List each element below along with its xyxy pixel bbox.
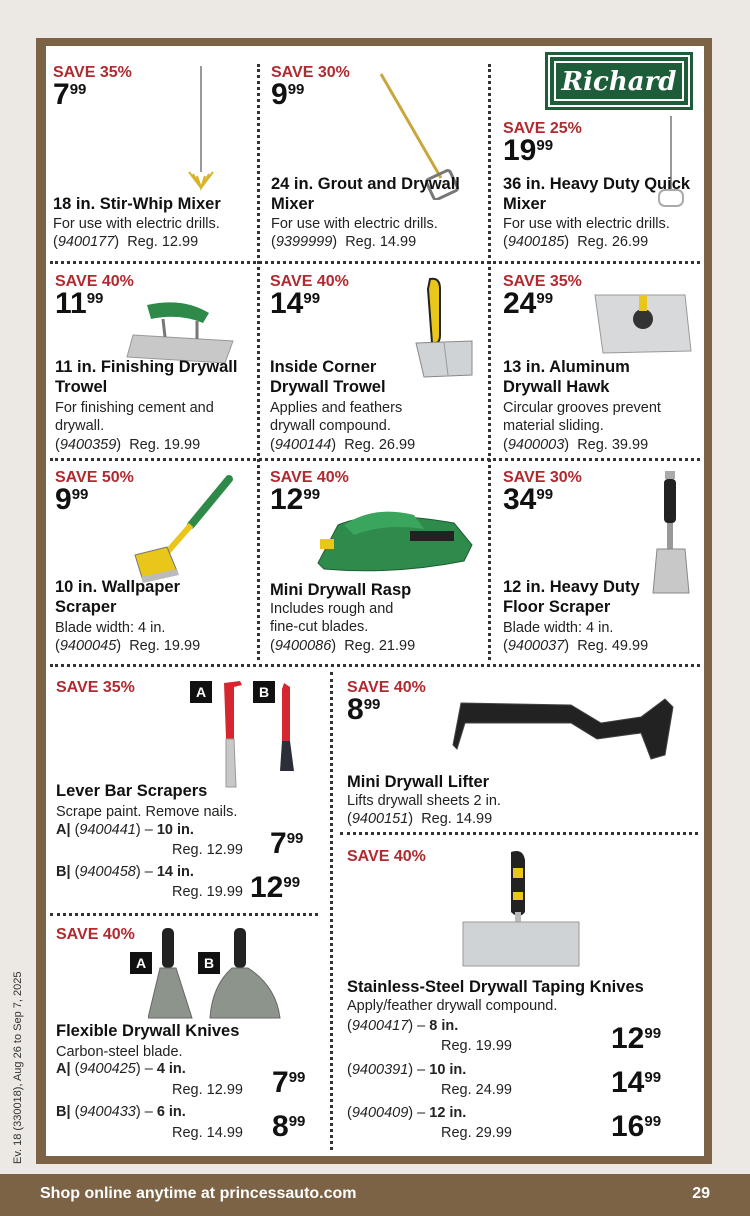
product-title: 18 in. Stir-Whip Mixer bbox=[53, 195, 221, 213]
option-a-reg: Reg. 12.99 bbox=[172, 1082, 243, 1098]
flexible-knives-image bbox=[148, 926, 288, 1022]
option-a-line: A| (9400425) – 4 in. bbox=[56, 1061, 186, 1077]
product-desc: For use with electric drills. bbox=[271, 216, 438, 232]
product-quick-mixer[interactable] bbox=[503, 120, 703, 259]
product-inside-corner-trowel[interactable] bbox=[270, 273, 484, 456]
product-desc: Blade width: 4 in. bbox=[55, 620, 166, 636]
product-stir-whip-mixer[interactable] bbox=[53, 64, 253, 259]
product-code-reg: (9400086) Reg. 21.99 bbox=[270, 638, 416, 654]
option-reg: Reg. 24.99 bbox=[441, 1082, 512, 1098]
product-title: Stainless-Steel Drywall Taping Knives bbox=[347, 978, 644, 996]
save-label: SAVE 40% bbox=[347, 848, 426, 865]
page-number: 29 bbox=[692, 1185, 710, 1202]
option-a-price: $7^{99}$ bbox=[270, 827, 304, 860]
option-line: (9400391) – 10 in. bbox=[347, 1062, 467, 1078]
product-desc: Applies and feathers drywall compound. bbox=[270, 400, 403, 434]
option-price: $12^{99}$ bbox=[611, 1022, 662, 1055]
product-floor-scraper[interactable] bbox=[503, 469, 703, 659]
product-taping-knives[interactable] bbox=[347, 848, 699, 1148]
option-reg: Reg. 29.99 bbox=[441, 1125, 512, 1141]
option-b-badge: B bbox=[198, 952, 220, 974]
sale-price: $9^{99}$ bbox=[271, 78, 305, 111]
save-label: SAVE 40% bbox=[270, 273, 349, 290]
sale-price: $34^{99}$ bbox=[503, 483, 554, 516]
drywall-hawk-image bbox=[591, 289, 695, 359]
save-label: SAVE 40% bbox=[56, 926, 135, 943]
save-label: SAVE 50% bbox=[55, 469, 134, 486]
product-mini-rasp[interactable] bbox=[270, 469, 484, 659]
option-a-reg: Reg. 12.99 bbox=[172, 842, 243, 858]
product-desc: Blade width: 4 in. bbox=[503, 620, 614, 636]
save-label: SAVE 40% bbox=[347, 679, 426, 696]
event-note: Ev. 18 (330018), Aug 26 to Sep 7, 2025 bbox=[12, 971, 24, 1164]
shop-online-link[interactable]: Shop online anytime at princessauto.com bbox=[40, 1185, 357, 1202]
divider bbox=[50, 458, 700, 461]
product-desc: Circular grooves prevent material sliding. bbox=[503, 400, 661, 434]
drywall-lifter-image bbox=[451, 695, 681, 765]
product-flexible-knives[interactable] bbox=[56, 926, 318, 1152]
product-code-reg: (9400037) Reg. 49.99 bbox=[503, 638, 649, 654]
option-price: $14^{99}$ bbox=[611, 1066, 662, 1099]
product-code-reg: (9399999) Reg. 14.99 bbox=[271, 234, 417, 250]
product-desc: For use with electric drills. bbox=[503, 216, 670, 232]
option-reg: Reg. 19.99 bbox=[441, 1038, 512, 1054]
sale-price: $12^{99}$ bbox=[270, 483, 321, 516]
product-desc: Carbon-steel blade. bbox=[56, 1044, 183, 1060]
product-code-reg: (9400045) Reg. 19.99 bbox=[55, 638, 201, 654]
product-wallpaper-scraper[interactable] bbox=[55, 469, 255, 659]
sale-price: $8^{99}$ bbox=[347, 693, 381, 726]
product-desc: For use with electric drills. bbox=[53, 216, 220, 232]
product-title: Mini Drywall Lifter bbox=[347, 773, 490, 791]
wallpaper-scraper-image bbox=[127, 473, 237, 585]
option-a-badge: A bbox=[190, 681, 212, 703]
option-b-line: B| (9400433) – 6 in. bbox=[56, 1104, 186, 1120]
product-desc: Lifts drywall sheets 2 in. bbox=[347, 793, 501, 809]
product-title: 12 in. Heavy Duty Floor Scraper bbox=[503, 578, 640, 616]
product-grout-mixer[interactable] bbox=[271, 64, 485, 259]
product-title: Mini Drywall Rasp bbox=[270, 581, 412, 599]
product-drywall-hawk[interactable] bbox=[503, 273, 703, 456]
trowel-image bbox=[123, 295, 243, 365]
product-title: 11 in. Finishing Drywall Trowel bbox=[55, 358, 238, 396]
save-label: SAVE 30% bbox=[271, 64, 350, 81]
product-code-reg: (9400003) Reg. 39.99 bbox=[503, 437, 649, 453]
save-label: SAVE 25% bbox=[503, 120, 582, 137]
save-label: SAVE 40% bbox=[55, 273, 134, 290]
rasp-image bbox=[314, 505, 474, 575]
product-title: 13 in. Aluminum Drywall Hawk bbox=[503, 358, 630, 396]
option-line: (9400409) – 12 in. bbox=[347, 1105, 467, 1121]
divider bbox=[330, 672, 333, 1150]
divider bbox=[50, 913, 318, 916]
product-title: 36 in. Heavy Duty Quick Mixer bbox=[503, 175, 691, 213]
sale-price: $11^{99}$ bbox=[55, 287, 104, 320]
option-b-reg: Reg. 19.99 bbox=[172, 884, 243, 900]
product-title: Lever Bar Scrapers bbox=[56, 782, 208, 800]
product-lever-bar-scrapers[interactable] bbox=[56, 679, 316, 907]
save-label: SAVE 35% bbox=[503, 273, 582, 290]
taping-knife-image bbox=[461, 848, 581, 970]
sale-price: $19^{99}$ bbox=[503, 134, 554, 167]
option-b-badge: B bbox=[253, 681, 275, 703]
product-desc: Scrape paint. Remove nails. bbox=[56, 804, 238, 820]
save-label: SAVE 35% bbox=[53, 64, 132, 81]
option-a-price: $7^{99}$ bbox=[272, 1066, 306, 1099]
footer-bar bbox=[0, 1174, 750, 1216]
product-code-reg: (9400177) Reg. 12.99 bbox=[53, 234, 199, 250]
divider bbox=[257, 64, 260, 660]
product-drywall-lifter[interactable] bbox=[347, 679, 697, 827]
lever-scrapers-image bbox=[218, 679, 298, 791]
product-code-reg: (9400144) Reg. 26.99 bbox=[270, 437, 416, 453]
product-desc: For finishing cement and drywall. bbox=[55, 400, 214, 434]
sale-price: $7^{99}$ bbox=[53, 78, 87, 111]
product-title: Flexible Drywall Knives bbox=[56, 1022, 240, 1040]
product-desc: Includes rough and fine-cut blades. bbox=[270, 601, 394, 635]
option-line: (9400417) – 8 in. bbox=[347, 1018, 459, 1034]
product-code-reg: (9400151) Reg. 14.99 bbox=[347, 811, 493, 827]
sale-price: $24^{99}$ bbox=[503, 287, 554, 320]
sale-price: $14^{99}$ bbox=[270, 287, 321, 320]
divider bbox=[50, 261, 700, 264]
option-b-price: $8^{99}$ bbox=[272, 1110, 306, 1143]
product-code-reg: (9400359) Reg. 19.99 bbox=[55, 437, 201, 453]
save-label: SAVE 40% bbox=[270, 469, 349, 486]
option-a-badge: A bbox=[130, 952, 152, 974]
product-finishing-trowel[interactable] bbox=[55, 273, 255, 456]
save-label: SAVE 30% bbox=[503, 469, 582, 486]
option-a-line: A| (9400441) – 10 in. bbox=[56, 822, 194, 838]
stir-whip-mixer-image bbox=[181, 64, 221, 192]
option-b-reg: Reg. 14.99 bbox=[172, 1125, 243, 1141]
option-price: $16^{99}$ bbox=[611, 1110, 662, 1143]
product-title: 24 in. Grout and Drywall Mixer bbox=[271, 175, 460, 213]
product-title: 10 in. Wallpaper Scraper bbox=[55, 578, 181, 616]
save-label: SAVE 35% bbox=[56, 679, 135, 696]
divider bbox=[488, 64, 491, 660]
divider bbox=[50, 664, 700, 667]
product-desc: Apply/feather drywall compound. bbox=[347, 998, 558, 1014]
option-b-price: $12^{99}$ bbox=[250, 871, 301, 904]
divider bbox=[340, 832, 698, 835]
option-b-line: B| (9400458) – 14 in. bbox=[56, 864, 194, 880]
product-code-reg: (9400185) Reg. 26.99 bbox=[503, 234, 649, 250]
richard-logo: Richard bbox=[548, 55, 690, 107]
product-title: Inside Corner Drywall Trowel bbox=[270, 358, 386, 396]
sale-price: $9^{99}$ bbox=[55, 483, 89, 516]
